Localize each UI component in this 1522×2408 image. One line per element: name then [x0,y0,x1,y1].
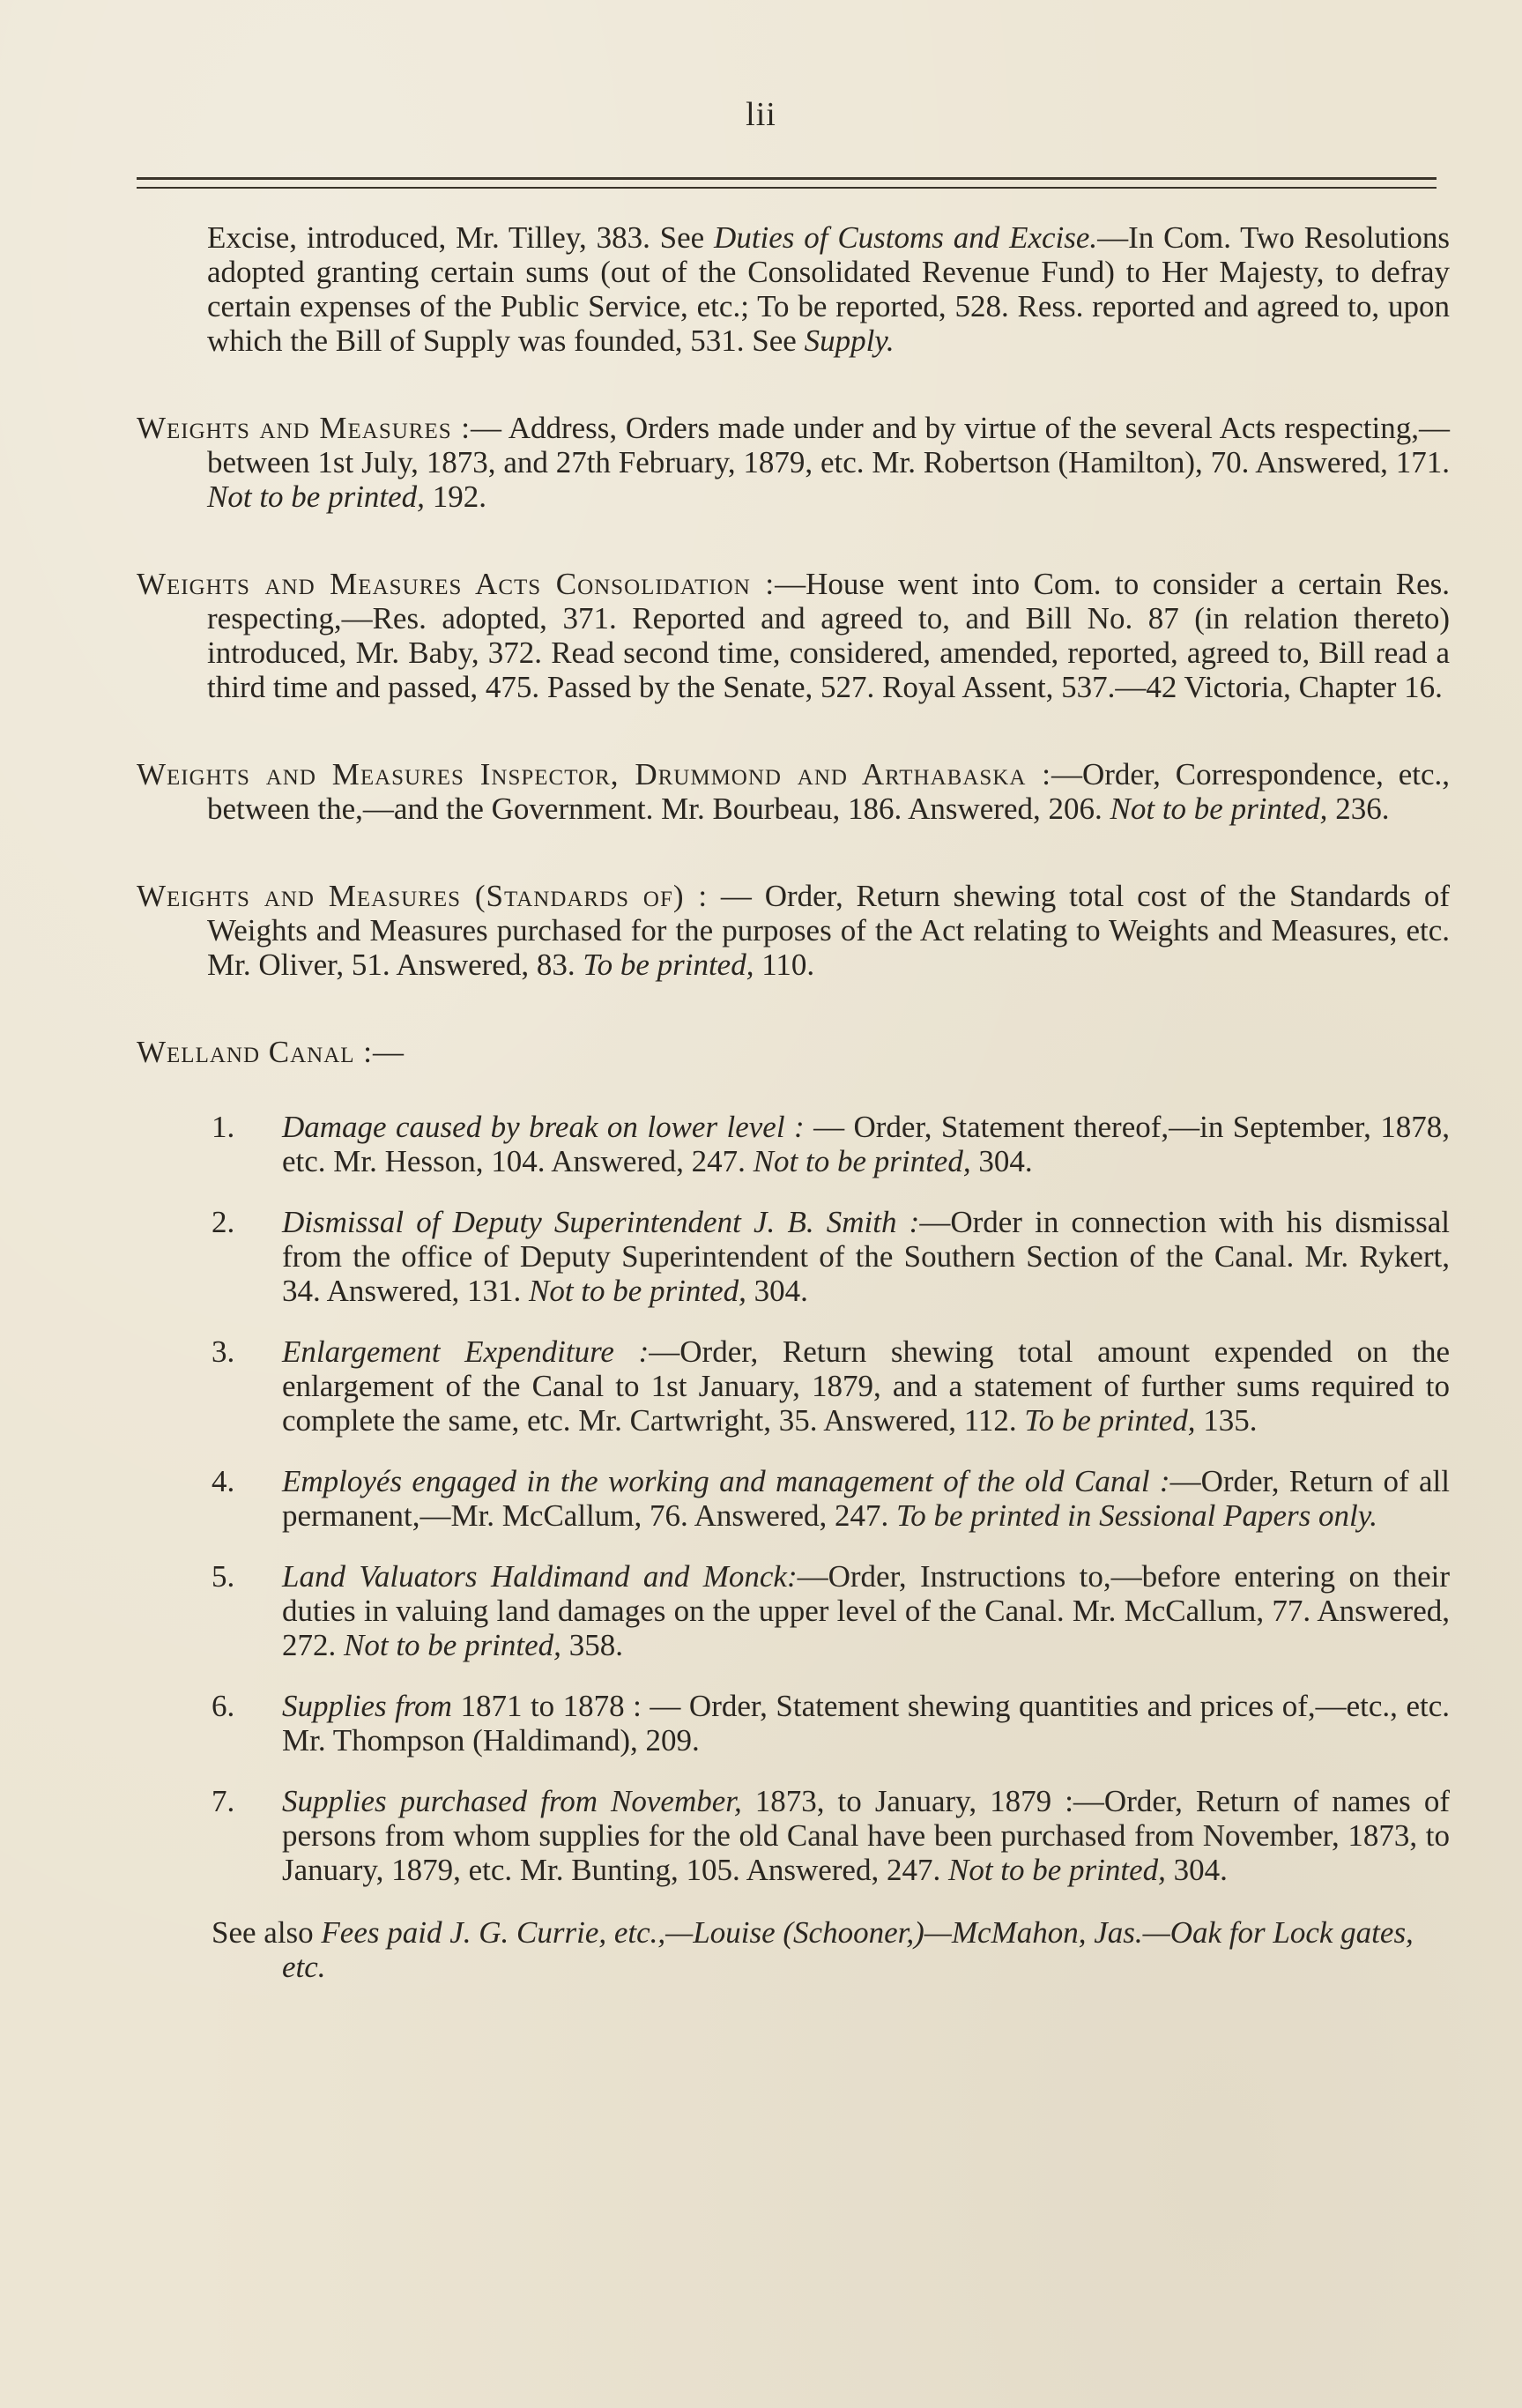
item-text: 1871 to 1878 : — Order, Statement shewing quantities and prices of,—etc., etc. Mr. Thompson (Haldimand), 209. [282,1689,1450,1758]
item-number: 6. [212,1689,235,1723]
item-tail: 304. [1165,1853,1228,1887]
list-item [137,1784,1450,1887]
entry-text: 236. [1327,792,1390,826]
entry-italic: To be printed, [583,948,754,982]
list-item [137,1110,1450,1178]
page-number: lii [746,96,776,133]
index-entry-weights-measures-standards [137,879,1450,982]
entry-italic: Duties of Customs and Excise. [714,220,1098,255]
item-number: 5. [212,1559,235,1594]
entry-italic: Not to be printed, [1110,792,1328,826]
entry-text: — Address, Orders made under and by virtue of the several Acts respecting,—between 1st July, 1873, and 27th February, 1879, etc. Mr. Robertson (Hamilton), 70. Answered, 171. [207,411,1450,479]
list-item [137,1464,1450,1533]
see-also [137,1914,1450,1984]
item-number: 3. [212,1334,235,1369]
item-italic: Land Valuators Haldimand and Monck: [282,1559,798,1594]
item-text: —Order, Return of all permanent,—Mr. McCallum, 76. Answered, 247. [282,1464,1451,1533]
item-text: —Order, Instructions to,—before entering on their duties in valuing land damages on the upper level of the Canal. Mr. McCallum, 77. Answered, 272. [282,1559,1450,1662]
item-italic-tail: Not to be printed, [947,1853,1166,1887]
entry-text: Excise, introduced, Mr. Tilley, 383. See [207,220,715,255]
entry-text: 110. [754,948,815,982]
index-entry-weights-measures-consolidation [137,567,1450,704]
item-text: —Order, Return shewing total amount expended on the enlargement of the Canal to 1st January, 1879, and a statement of further sums required to complete the same, etc. Mr. Cartwright, 35. Answered, 112. [282,1334,1451,1438]
item-tail: 135. [1195,1403,1258,1438]
item-italic: Employés engaged in the working and management of the old Canal : [282,1464,1170,1498]
entry-text: —In Com. Two Resolutions adopted granting certain sums (out of the Consolidated Revenue Fund) to Her Majesty, to defray certain expenses of the Public Service, etc.; To be reported, 528. Ress. reported and agreed to, upon which the Bill of Supply was founded, 531. See [207,220,1450,358]
section-title-welland-canal: Welland Canal :— [137,1035,405,1069]
entry-italic: Supply. [804,323,895,358]
index-entry-excise [137,220,1450,358]
item-italic-tail: Not to be printed, [753,1144,971,1178]
list-item [137,1559,1450,1662]
entry-italic: Not to be printed, [207,479,425,514]
entry-text: —House went into Com. to consider a certain Res. respecting,—Res. adopted, 371. Reported and agreed to, and Bill No. 87 (in relation thereto) introduced, Mr. Baby, 372. Read second time, considered, amended, reported, agreed to, Bill read a third time and passed, 475. Passed by the Senate, 527. Royal Assent, 537.—42 Victoria, Chapter 16. [207,567,1450,704]
item-text: —Order in connection with his dismissal from the office of Deputy Superintendent of the Southern Section of the Canal. Mr. Rykert, 34. Answered, 131. [282,1205,1450,1308]
entry-heading: Weights and Measures (Standards of) : [137,879,709,913]
item-italic-tail: To be printed in Sessional Papers only. [895,1498,1378,1533]
item-text: 1873, to January, 1879 :—Order, Return of names of persons from whom supplies for the old Canal have been purchased from November, 1873, to January, 1879, etc. Mr. Bunting, 105. Answered, 247. [282,1784,1450,1887]
entry-heading: Weights and Measures Acts Consolidation : [137,567,776,601]
header-rule-bottom [137,187,1437,189]
list-item [137,1334,1450,1438]
item-number: 7. [212,1784,235,1818]
entry-text: — Order, Return shewing total cost of the Standards of Weights and Measures purchased for the purposes of the Act relating to Weights and Measures, etc. Mr. Oliver, 51. Answered, 83. [207,879,1450,982]
see-also-italic: Fees paid J. G. Currie, etc.,—Louise (Schooner,)—McMahon, Jas.—Oak for Lock gates, etc. [282,1915,1414,1984]
item-tail: 304. [970,1144,1033,1178]
item-text: — Order, Statement thereof,—in September, 1878, etc. Mr. Hesson, 104. Answered, 247. [282,1110,1450,1178]
item-italic-tail: Not to be printed, [344,1628,561,1662]
entry-text: —Order, Correspondence, etc., between the,—and the Government. Mr. Bourbeau, 186. Answered, 206. [207,757,1450,826]
item-italic-tail: To be printed, [1024,1403,1196,1438]
list-item [137,1205,1450,1308]
item-italic: Supplies from [282,1689,452,1723]
item-italic: Damage caused by break on lower level : [282,1110,805,1144]
see-also-prefix: See also [212,1915,322,1950]
item-number: 4. [212,1464,235,1498]
item-italic: Supplies purchased from November, [282,1784,742,1818]
index-content [137,220,1450,1984]
index-entry-weights-measures-inspector [137,757,1450,826]
item-number: 2. [212,1205,235,1239]
index-entry-weights-measures [137,411,1450,514]
header-rule-top [137,177,1437,180]
entry-heading: Weights and Measures : [137,411,471,445]
item-italic: Enlargement Expenditure : [282,1334,650,1369]
item-tail: 358. [561,1628,623,1662]
list-item [137,1689,1450,1758]
entry-text: 192. [424,479,486,514]
item-tail: 304. [746,1274,808,1308]
item-italic-tail: Not to be printed, [528,1274,746,1308]
item-italic: Dismissal of Deputy Superintendent J. B. Smith : [282,1205,920,1239]
item-number: 1. [212,1110,235,1144]
entry-heading: Weights and Measures Inspector, Drummond and Arthabaska : [137,757,1051,792]
